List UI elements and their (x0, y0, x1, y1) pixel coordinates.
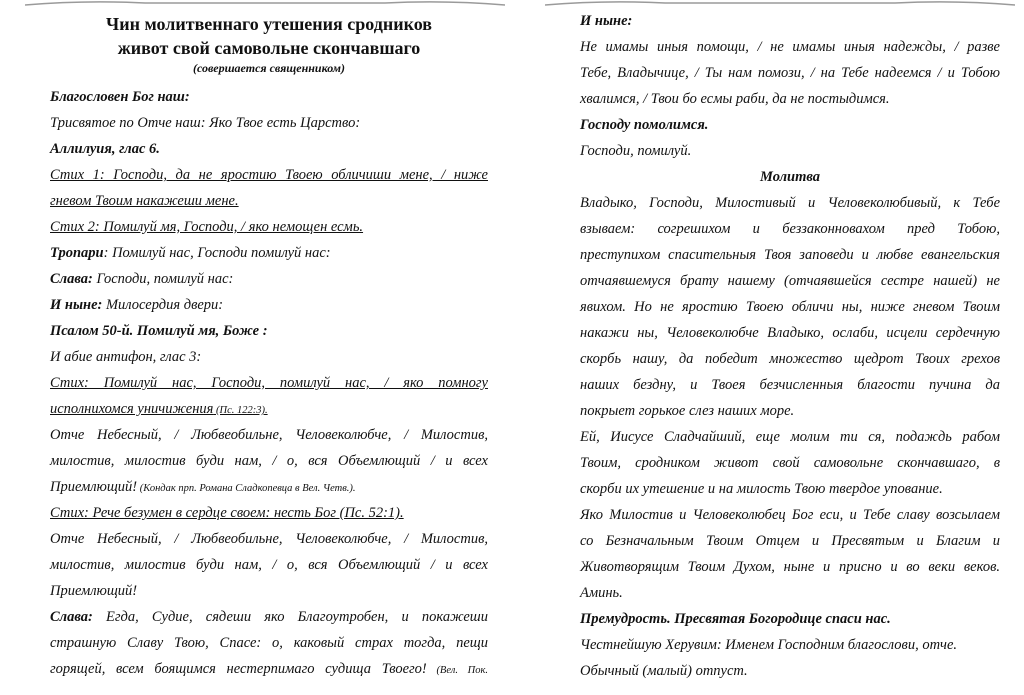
line-text: горящей, всем боящимся нестерпимаго судища Твоего! (50, 661, 427, 677)
text-line: взываем: согрешихом и беззаконновахом пред Тобою, (580, 221, 1000, 237)
text-line: преступихом спасительныя Твоя заповеди и любве евангельския (580, 247, 1000, 263)
text-line: Трисвятое по Отче наш: Яко Твое есть Царство: (50, 115, 361, 131)
line-text: Приемлющий! (50, 479, 138, 495)
left-page (50, 0, 488, 682)
text-line: отчаявшемуся брату нашему (отчаявшейся сестре нашей) не (580, 273, 1000, 289)
text-line: Господу помолимся. (580, 117, 709, 133)
text-line: Яко Милостив и Человеколюбец Бог еси, и Тебе славу возсылаем (580, 507, 1000, 523)
text-line: Владыко, Господи, Милостивый и Человеколюбивый, к Тебе (580, 195, 1000, 211)
text-line: И абие антифон, глас 3: (50, 349, 202, 365)
text-line: Твоим, сродником живот свой самовольне скончавшаго, в (580, 455, 1000, 471)
text-line (50, 656, 488, 682)
verse-ref: (Пс. 122:3). (213, 405, 268, 416)
text-line: Обычный (малый) отпуст. (580, 663, 748, 679)
text-line: Аминь. (580, 585, 623, 601)
rubric: Тропари (50, 245, 104, 261)
rubric: Слава: (50, 271, 93, 287)
source-ref: (Вел. Пок. (426, 665, 488, 676)
text-line: Аллилуия, глас 6. (50, 141, 160, 157)
rubric: И ныне: (50, 297, 103, 313)
page-subtitle: (совершается священником) (193, 61, 345, 75)
verse-line: Стих 1: Господи, да не яростию Твоею обличиши мене, / ниже (50, 167, 488, 183)
verse-text: исполнихомся уничижения (50, 401, 214, 417)
text-line: наших бездну, и Твоея безчисленныя благости пучина да (580, 377, 1000, 393)
source-ref: (Кондак прп. Романа Сладкопевца в Вел. Четв.). (137, 483, 356, 494)
text-line: Приемлющий! (50, 583, 138, 599)
text-line: явихом. Но не яростию Твоею обличи ны, ниже гневом Твоим (580, 299, 1000, 315)
verse-line: Стих: Рече безумен в сердце своем: несть Бог (Пс. 52:1). (50, 505, 404, 521)
text-line: скорби их утешение и на милость Твою твердое упование. (580, 481, 943, 497)
page-title-line-1: Чин молитвеннаго утешения сродников (106, 14, 432, 34)
verse-line (50, 396, 488, 422)
rubric: Слава: (50, 609, 93, 625)
text-line: Не имамы иныя помощи, / не имамы иныя надежды, / разве (580, 39, 1000, 55)
text-line: страшную Славу Твою, Спасе: о, каковый страх тогда, пещи (50, 635, 488, 651)
rubric-text: Егда, Судие, сядеши яко Благоутробен, и покажеши (92, 609, 488, 625)
verse-line: гневом Твоим накажеши мене. (50, 193, 239, 209)
text-line: Благословен Бог наш: (50, 89, 190, 105)
page-title-line-2: живот свой самовольне скончавшаго (117, 38, 421, 58)
text-line: скорбь нашу, да победит множество щедрот Твоих грехов (580, 351, 1000, 367)
rubric-text: Милосердия двери: (102, 297, 224, 313)
text-line: Отче Небесный, / Любвеобильне, Человеколюбче, / Милостив, (50, 531, 488, 547)
text-line: Тебе, Владычице, / Ты нам помози, / на Тебе надеемся / и Тобою (580, 65, 1000, 81)
text-line (50, 240, 488, 266)
text-line (50, 292, 488, 318)
text-line (50, 604, 488, 630)
text-line: Животворящим Твоим Духом, ныне и присно и во веки веков. (580, 559, 1000, 575)
section-heading: Молитва (760, 169, 820, 185)
text-line (50, 266, 488, 292)
text-line: И ныне: (580, 13, 633, 29)
text-line: Псалом 50-й. Помилуй мя, Боже : (50, 323, 268, 339)
text-line (50, 474, 488, 500)
text-line: Отче Небесный, / Любвеобильне, Человеколюбче, / Милостив, (50, 427, 488, 443)
verse-line: Стих 2: Помилуй мя, Господи, / яко немощен есмь. (50, 219, 364, 235)
text-line: Честнейшую Херувим: Именем Господним благослови, отче. (580, 637, 958, 653)
text-line: хвалимся, / Твои бо есмы раби, да не постыдимся. (580, 91, 890, 107)
text-line: покрыет горькое слез наших море. (580, 403, 795, 419)
text-line: милостив, милостив буди нам, / о, вся Объемлющий / и всех (50, 557, 488, 573)
text-line: Господи, помилуй. (580, 143, 692, 159)
text-line: милостив, милостив буди нам, / о, вся Объемлющий / и всех (50, 453, 488, 469)
right-page (580, 8, 1000, 684)
verse-line: Стих: Помилуй нас, Господи, помилуй нас, / яко помногу (50, 375, 488, 391)
text-line: Ей, Иисусе Сладчайший, еще молим ти ся, подаждь рабом (580, 429, 1000, 445)
rubric-text: : Помилуй нас, Господи помилуй нас: (103, 245, 331, 261)
text-line: со Безначальным Твоим Отцем и Пресвятым и Благим и (580, 533, 1000, 549)
text-line: накажи ны, Человеколюбче Владыко, ослаби, исцели сердечную (580, 325, 1000, 341)
text-line: Премудрость. Пресвятая Богородице спаси нас. (580, 611, 891, 627)
rubric-text: Господи, помилуй нас: (92, 271, 234, 287)
top-ornament-right (545, 0, 1015, 6)
